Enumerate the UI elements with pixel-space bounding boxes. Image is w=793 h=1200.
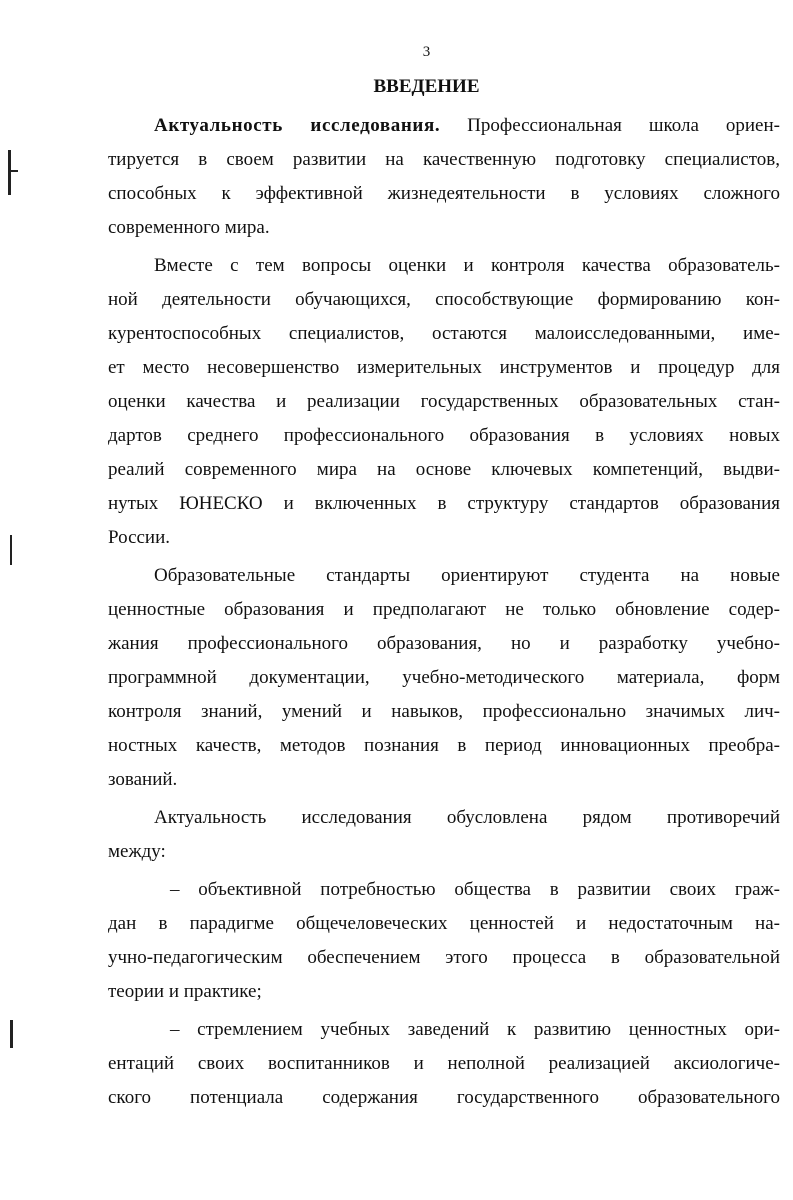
text-line: ет место несовершенство измерительных инструментов и процедур для <box>108 357 780 378</box>
text-line: учно-педагогическим обеспечением этого процесса в образовательной <box>108 947 780 968</box>
text-line: современного мира. <box>108 217 270 238</box>
text-line: зований. <box>108 769 178 790</box>
text-line: ностных качеств, методов познания в период инновационных преобра- <box>108 735 780 756</box>
text-line: тируется в своем развитии на качественную подготовку специалистов, <box>108 149 780 170</box>
section-heading: ВВЕДЕНИЕ <box>373 76 480 97</box>
text-line: ценностные образования и предполагают не только обновление содер- <box>108 599 780 620</box>
text-line: жания профессионального образования, но и разработку учебно- <box>108 633 780 654</box>
text-line: Вместе с тем вопросы оценки и контроля качества образователь- <box>154 255 780 276</box>
text-line: – объективной потребностью общества в развитии своих граж- <box>170 879 780 900</box>
text-line: дартов среднего профессионального образования в условиях новых <box>108 425 780 446</box>
text-line: нутых ЮНЕСКО и включенных в структуру стандартов образования <box>108 493 780 514</box>
text-line: ского потенциала содержания государственного образовательного <box>108 1087 780 1108</box>
scan-mark <box>10 1020 13 1048</box>
text-line: Актуальность исследования обусловлена рядом противоречий <box>154 807 780 828</box>
text-line: контроля знаний, умений и навыков, профессионально значимых лич- <box>108 701 780 722</box>
text-line: ентаций своих воспитанников и неполной реализацией аксиологиче- <box>108 1053 780 1074</box>
text-line: Образовательные стандарты ориентируют студента на новые <box>154 565 780 586</box>
text-line <box>108 114 780 138</box>
text-line: дан в парадигме общечеловеческих ценностей и недостаточным на- <box>108 913 780 934</box>
scan-mark <box>8 170 18 172</box>
scan-mark <box>10 535 12 565</box>
text-line: реалий современного мира на основе ключевых компетенций, выдви- <box>108 459 780 480</box>
text-line: ной деятельности обучающихся, способствующие формированию кон- <box>108 289 780 310</box>
text-line: курентоспособных специалистов, остаются малоисследованными, име- <box>108 323 780 344</box>
text-line: теории и практике; <box>108 981 262 1002</box>
text-line: между: <box>108 841 166 862</box>
lead-bold-text: Актуальность исследования. <box>154 115 441 136</box>
scan-mark <box>8 150 11 195</box>
text-line: способных к эффективной жизнедеятельности в условиях сложного <box>108 183 780 204</box>
lead-rest-text: Профессиональная школа ориен- <box>440 115 780 136</box>
text-line: – стремлением учебных заведений к развитию ценностных ори- <box>170 1019 780 1040</box>
page-number: 3 <box>422 44 431 60</box>
text-line: России. <box>108 527 171 548</box>
text-line: программной документации, учебно-методического материала, форм <box>108 667 780 688</box>
text-line: оценки качества и реализации государственных образовательных стан- <box>108 391 780 412</box>
